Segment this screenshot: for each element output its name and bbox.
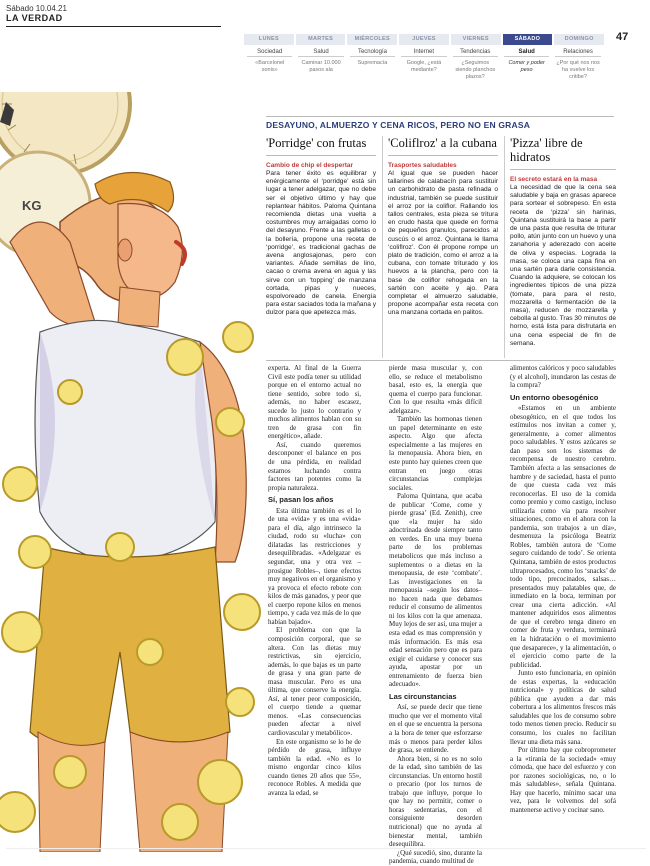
recipe-body: Para tener éxito es equilibrar y enérgicamente el ‘porridge’ está sin lugar a tener adelgazar, que no debe ser el objetivo último y hay que replantear hábitos. Paloma Quintana recomienda dietas una vuelta a costumbres muy arraigadas como lo del desayuno. Frente a las galletas o la bollería, propone una receta de ‘porridge’, es tradicional gachas de avena anglosajonas, pero con variantes. Añade semillas de lino, cacao o crema avena en agua y las sirve con un ‘topping’ de manzana cortada, pipas y nueces, espolvoreado de canela. Energía para estar saciados toda la mañana y dulzor para que apetezca más. (266, 170, 376, 317)
paragraph: Así, cuando queremos desconponer el balance en pos de una pérdida, en realidad estamos luchando contra factores tan potentes como la propia naturaleza. (268, 440, 361, 492)
footer-rule (6, 848, 646, 849)
recipe-body: La necesidad de que la cena sea saludable y baja en grasas aparece para sortear el sobrepeso. En esta receta de ‘pizza’ sin harinas, Quintana sustituirá la base a partir de una pasta que resulta de triturar pollo, atún junto con un huevo y una zanahoria y aderezado con aceite de oliva y especias. Lograda la masa, se coloca una capa fina en una sartén para darle consistencia. Cuando la adquiere, se colocan los ingredientes típicos de una pizza (tomate, para para el resto, mozzarella o fermentación de la masa), reducen de mozzarella y cebolla al gusto. Tras 30 minutos de horno, está lista para disfrutarla en una cena especial de fin de semana. (510, 184, 616, 347)
recipe-body: Al igual que se pueden hacer tallarines de calabacín para sustituir un carbohidrato de pasta refinada o industrial, también se puede sustituir el arroz por la coliflor. Rallando los tallos centrales, esta pieza se tritura en crudo hasta que quede en forma de pequeños granulos, parecidos al cuscús o el arroz. Quintana le llama ‘coliflroz’. Con él propone rompe un plato de tradición, como el arroz a la cubana, con tomate triturado y los huevos a la plancha, pero con la base de coliflor rehogada en la sartén con aceite y ajo. Para completar el almuerzo saludable, propone acompañar esta receta con una manzana cortada en palitos. (388, 170, 498, 317)
issue-date: Sábado 10.04.21 (6, 4, 67, 13)
paragraph: Ahora bien, si no es no solo de la edad, sino también de las circunstancias. Un entorno hostil o precario (por los turnos de trabajo que influye, porque lo que hay no permitir, comer o horas sedentarias, con el consiguiente desorden nutricional) que no ayuda al bienestar mental, también desequilibra. (389, 754, 482, 849)
weekday-6: DOMINGO (554, 34, 604, 45)
topic-item (552, 49, 603, 81)
recipe-box-lunch (388, 136, 498, 318)
topic-title: Salud (298, 49, 343, 57)
recipe-subtitle: Trasportes saludables (388, 162, 457, 169)
article-column-1 (268, 364, 361, 797)
paragraph: «Estamos en un ambiente obesogénico, en el que todos los estímulos nos invitan a comer y, generalmente, a comer alimentos poco saludables. Y estos azúcares se dan paso son los sistemas de recompensa de nuestro cerebro. También afecta a las sensaciones de hambre y de saciedad, hasta el punto de que cuesta cada vez más reconocerlas. El uso de la comida como premio y como castigo, incluso utilizarla como vía para resolver situaciones, como en el ahora con la pandemia, son trabajos a un día», desmenuza la psicóloga Beatriz Robles, también autora de ‘Come seguro cuidando de todo’. Se orienta Quintana, también de estos productos ultraprocesados, como los ‘snacks’ de todo tipo, precocinados, salsas… presentados muy palatables que, de inmediato en la boca, terminan por crear una cierta adicción. «Al mantener adquiridos esos alimentos de que el cerebro tenga dinero en comer de fruta y verdura, terminará en la hidratación o el movimiento que desaparece», y la alimentación, o el ejercicio como parte de la publicidad. (510, 404, 616, 669)
paragraph: ¿Qué sucedió, sino, durante la pandemia, cuando multitud de (389, 848, 482, 866)
section-title: DESAYUNO, ALMUERZO Y CENA RICOS, PERO NO EN GRASA (266, 116, 614, 130)
topic-desc: Caminar 10.000 pasos ala (301, 60, 341, 73)
box-bottom-rule (266, 360, 614, 361)
topic-title: Internet (401, 49, 446, 57)
recipe-title: 'Coliflroz' a la cubana (388, 136, 498, 156)
topic-item (295, 49, 346, 81)
svg-text:KG: KG (22, 198, 42, 213)
paragraph: pierde masa muscular y, con ello, se reduce el metabolismo basal, esto es, la energía que quema el cuerpo para funcionar. Con lo que resulta «más difícil adelgazar». (389, 364, 482, 415)
box-divider (382, 136, 383, 358)
topic-desc: ¿Por qué nos nos ha vuelve los critibe? (556, 60, 600, 80)
weekday-4: VIERNES (451, 34, 501, 45)
subheading: Sí, pasan los años (268, 495, 334, 505)
topic-item (450, 49, 501, 81)
topic-desc: «Barcelonel sonis» (255, 60, 285, 73)
recipe-title: 'Pizza' libre de hidratos (510, 136, 616, 170)
subheading: Las circunstancias (389, 691, 457, 701)
paragraph: experta. Al final de la Guerra Civil este podía tener su utilidad porque en el entorno actual no tiene sentido, sobre todo si, además, no haber escasez, sucede lo justo lo contrario y muchos alimentos hablan con su tren de grasa con fin energético», añade. (268, 364, 361, 441)
topic-title: Relaciones (555, 49, 600, 57)
weekday-0: LUNES (244, 34, 294, 45)
topic-title: Sociedad (247, 49, 292, 57)
paragraph: Esta última también es el lo de una «vida» y es una «vida» para el día, algo intrinseco la ciudad, rodo su «lucha» con dilatadas las restricciones y desequilibradas. «Adelgazar es segundar, una y otra vez –prosigue Robles–, tiene efectos muy negativos en el organismo y ya provoca el efecto rebote con kilos de más ganados, y peor que el cuerpo repone kilos en menos tiempo, y cada vez más de lo que habían bajado». (268, 506, 361, 626)
page-number: 47 (616, 31, 629, 43)
topic-title: Tendencias (453, 49, 498, 57)
subheading: Un entorno obesogénico (510, 392, 599, 402)
weekday-1: MARTES (296, 34, 346, 45)
paragraph: Paloma Quintana, que acaba de publicar ‘Come, come y pierde grasa’ (Ed. Zenith), cree que «la mujer ha sido adoctrinada desde siempre tanto en verdes. En una muy buena parte de los problemas metabolicos que más incluso a suplementos o a dietas en la menopausia, de este ‘combate’. Las investigaciones en la menopausia –según los datos– no hacen nada que debamos reducir el consumo de alimentos ni los kilos con la que amenaza. Muy lejos de ser así, una mujer a esta edad es mas comprensión y más información. Es más esa edad sensación pero que es para exigir el cuidarse y conocer sus ayuda, apostar por un entrenamiento de fuerza bien adecuado». (389, 492, 482, 689)
paragraph: alimentos calóricos y poco saludables (y el alcohol), inundaron las cestas de la compra? (510, 364, 616, 390)
illustration (0, 92, 262, 852)
topic-item (398, 49, 449, 81)
weekday-2: MIÉRCOLES (347, 34, 397, 45)
topic-desc: Comer y poder peso (508, 60, 545, 73)
weekday-5: SÁBADO (503, 34, 553, 45)
topic-item (501, 49, 552, 81)
newspaper-name: LA VERDAD (6, 13, 63, 23)
illustration-man-scale-icon (0, 92, 262, 852)
topic-desc: ¿Seguimos siendo planchos plazos? (455, 60, 496, 80)
recipe-box-breakfast (266, 136, 376, 318)
topic-title: Salud (504, 49, 549, 57)
recipe-title: 'Porridge' con frutas (266, 136, 376, 156)
recipe-subtitle: El secreto estará en la masa (510, 176, 598, 183)
paragraph: También las hormonas tienen un papel determinante en este aspecto. Algo que afecta especialmente a las mujeres en la menopausia. Ahora bien, en este punto hay quienes creen que entran en juego otras circunstancias complejas sociales. (389, 415, 482, 492)
paragraph: En este organismo se lo he de pérdido de grasa, influye también la edad. «No es lo mismo engordar cinco kilos cuando tienes 20 años que 55», reconoce Robles. A medida que avanza la edad, se (268, 737, 361, 797)
topic-item (347, 49, 398, 81)
topic-desc: Google, ¿está mediante? (406, 60, 442, 73)
paragraph: El problema con que la composición corporal, que se altera. Con las dietas muy restrictivas, sin ejercicio, además, lo que bajas es un parte de grasa y una gran parte de masa muscular. Pero es una última, que conserve la energía. Así, al tener peor composición, el cuerpo tiende a quemar menos. «Las consecuencias pueden afectar a nivel cardiovascular y metabólico». (268, 626, 361, 737)
weekday-3: JUEVES (399, 34, 449, 45)
topic-item (244, 49, 295, 81)
topic-title: Tecnología (350, 49, 395, 57)
weekday-bar (244, 34, 604, 45)
article-column-2 (389, 364, 482, 866)
paragraph: Por último hay que cobroprometer a la «tiranía de la sociedad» «muy cómoda, que hace del esfuerzo y con por razones sociológicas, no, o lo más saludables», señala Quintana. Hay que hacerlo, mínimo sacar una vez, para le volvemos del sofá mantenerse activo y cocinar sano. (510, 746, 616, 814)
topics-bar (244, 49, 604, 81)
article-column-3 (510, 364, 616, 814)
recipe-subtitle: Cambio de chip el despertar (266, 162, 354, 169)
paragraph: Junto esto funcionaria, en opinión de estas expertas, la «educación nutricional» y políticas de salud pública que ayuden a dar más cobertura a los alimentos frescos más saludables que los de consumo sobre todo menos tienen precio. Reducir su consumo, los cuales no facilitan llevar una dieta más sana. (510, 669, 616, 746)
paragraph: Así, se puede decir que tiene mucho que ver el momento vital en el que se encuentra la persona a la hora de tener que esforzarse más o menos para perder kilos de grasa, se entiende. (389, 703, 482, 755)
recipe-box-dinner (510, 136, 616, 348)
box-divider (504, 136, 505, 358)
topic-desc: Supremacía (357, 60, 388, 66)
header-rule (6, 26, 221, 27)
